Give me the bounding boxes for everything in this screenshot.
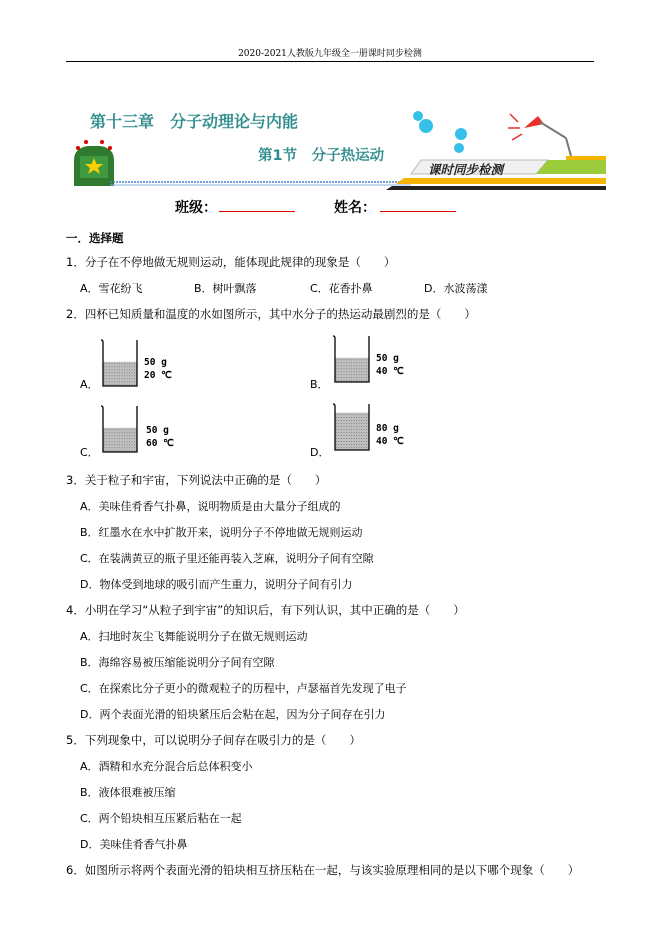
question-1: 1．分子在不停地做无规则运动，能体现此规律的现象是（ ） xyxy=(66,255,396,269)
beaker-d-label xyxy=(376,422,404,448)
q5-option-c[interactable]: C．两个铅块相互压紧后粘在一起 xyxy=(80,812,242,825)
question-6: 6．如图所示将两个表面光滑的铅块相互挤压粘在一起，与该实验原理相同的是以下哪个现象（ ） xyxy=(66,863,580,877)
beaker-a-icon xyxy=(100,338,142,388)
question-3: 3．关于粒子和宇宙，下列说法中正确的是（ ） xyxy=(66,473,327,487)
q2-option-a[interactable]: A． xyxy=(80,378,99,391)
beaker-a-temp: 20 ℃ xyxy=(144,370,172,381)
q3-option-c[interactable]: C．在装满黄豆的瓶子里还能再装入芝麻，说明分子间有空隙 xyxy=(80,552,374,565)
q1-option-a[interactable]: A．雪花纷飞 xyxy=(80,282,143,295)
q5-option-a[interactable]: A．酒精和水充分混合后总体积变小 xyxy=(80,760,253,773)
beaker-d-icon xyxy=(332,402,374,452)
question-4: 4．小明在学习“从粒子到宇宙”的知识后，有下列认识，其中正确的是（ ） xyxy=(66,603,465,617)
q1-option-c[interactable]: C．花香扑鼻 xyxy=(310,282,373,295)
q4-option-b[interactable]: B．海绵容易被压缩能说明分子间有空隙 xyxy=(80,656,275,669)
beaker-c-label xyxy=(146,424,174,450)
beaker-c-temp: 60 ℃ xyxy=(146,438,174,449)
q2-option-d[interactable]: D． xyxy=(310,446,330,459)
choice-section-title: 一．选择题 xyxy=(66,231,124,245)
beaker-d-mass: 80 g xyxy=(376,423,399,434)
question-5: 5．下列现象中，可以说明分子间存在吸引力的是（ ） xyxy=(66,733,361,747)
q3-option-d[interactable]: D．物体受到地球的吸引而产生重力，说明分子间有引力 xyxy=(80,578,353,591)
question-2: 2．四杯已知质量和温度的水如图所示，其中水分子的热运动最剧烈的是（ ） xyxy=(66,307,476,321)
beaker-b-temp: 40 ℃ xyxy=(376,366,404,377)
q2-option-b[interactable]: B． xyxy=(310,378,329,391)
name-field[interactable] xyxy=(380,211,456,212)
beaker-c-mass: 50 g xyxy=(146,425,169,436)
beaker-b-mass: 50 g xyxy=(376,353,399,364)
class-field[interactable] xyxy=(219,211,295,212)
q5-option-d[interactable]: D．美味佳肴香气扑鼻 xyxy=(80,838,188,851)
beaker-c-icon xyxy=(100,404,142,454)
name-label: 姓名： xyxy=(334,200,376,216)
q1-option-d[interactable]: D．水波荡漾 xyxy=(424,282,488,295)
section-title-banner: 第1节 分子热运动 xyxy=(258,148,385,164)
beaker-a-label xyxy=(144,356,172,382)
q4-option-a[interactable]: A．扫地时灰尘飞舞能说明分子在做无规则运动 xyxy=(80,630,308,643)
chapter-title: 第十三章 分子动理论与内能 xyxy=(90,112,299,131)
class-label: 班级： xyxy=(175,200,217,216)
q5-option-b[interactable]: B．液体很难被压缩 xyxy=(80,786,176,799)
beaker-b-icon xyxy=(332,334,374,384)
beaker-b-label xyxy=(376,352,404,378)
banner-tag: 课时同步检测 xyxy=(428,162,504,177)
q1-option-b[interactable]: B．树叶飘落 xyxy=(194,282,257,295)
page-header: 2020-2021人教版九年级全一册课时同步检测 xyxy=(238,49,422,59)
q3-option-b[interactable]: B．红墨水在水中扩散开来，说明分子不停地做无规则运动 xyxy=(80,526,363,539)
q4-option-c[interactable]: C．在探索比分子更小的微观粒子的历程中，卢瑟福首先发现了电子 xyxy=(80,682,407,695)
desk-lamp-icon xyxy=(508,114,571,156)
header-rule xyxy=(66,61,594,62)
bubbles-icon xyxy=(413,111,467,153)
q3-option-a[interactable]: A．美味佳肴香气扑鼻，说明物质是由大量分子组成的 xyxy=(80,500,341,513)
school-emblem-icon xyxy=(74,140,114,186)
beaker-d-temp: 40 ℃ xyxy=(376,436,404,447)
q4-option-d[interactable]: D．两个表面光滑的铅块紧压后会粘在起，因为分子间存在引力 xyxy=(80,708,386,721)
q2-option-c[interactable]: C． xyxy=(80,446,99,459)
beaker-a-mass: 50 g xyxy=(144,357,167,368)
